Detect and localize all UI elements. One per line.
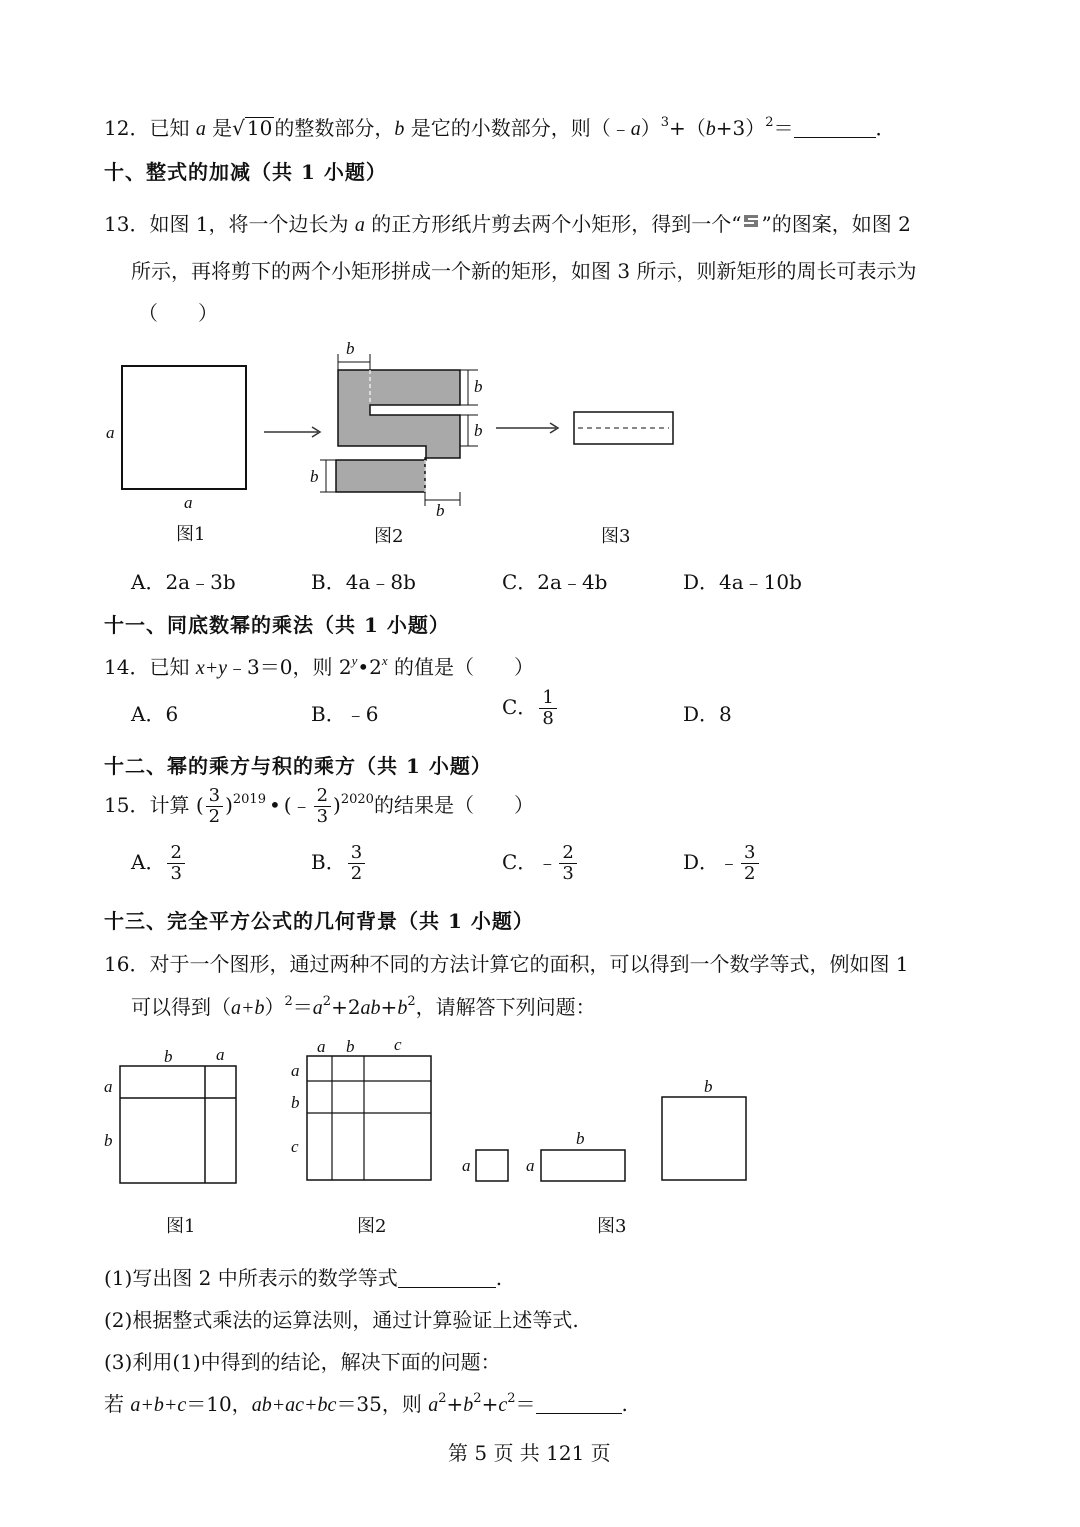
answer-blank[interactable] xyxy=(536,1395,622,1414)
svg-text:c: c xyxy=(394,1036,402,1054)
q13-option-d[interactable]: D．4a﹣10b xyxy=(683,570,802,594)
fraction: $\frac{2}{3}$ xyxy=(559,843,576,884)
question-12: 12．已知 a 是√ 10 的整数部分，b 是它的小数部分，则$(﹣a)^3+(b+3)^2=$ ． xyxy=(104,115,896,140)
q13-figures xyxy=(100,336,700,526)
q16-figures xyxy=(100,1036,760,1196)
question-16-line1: 16．对于一个图形，通过两种不同的方法计算它的面积，可以得到一个数学等式，例如图 1 xyxy=(104,952,909,976)
fig2-s-shape xyxy=(336,370,460,492)
svg-text:b: b xyxy=(576,1129,585,1148)
fig1-label: 图1 xyxy=(176,524,206,545)
section-heading: 十二、幂的乘方与积的乘方（共 1 小题） xyxy=(104,754,492,778)
svg-text:a: a xyxy=(317,1037,326,1056)
sqrt-sign: √ xyxy=(232,116,245,140)
q15-option-a[interactable]: A． $\frac{2}{3}$ xyxy=(131,843,187,884)
section-heading: 十三、完全平方公式的几何背景（共 1 小题） xyxy=(104,909,534,933)
q16-part4: 若 a+b+c＝10，ab+ac+bc＝35，则 $a^2+b^2+c^2=$ . xyxy=(104,1391,628,1416)
q16-part3: (3)利用(1)中得到的结论，解决下面的问题： xyxy=(104,1350,501,1374)
sqrt-radicand: 10 xyxy=(246,116,273,140)
q13-option-b[interactable]: B．4a﹣8b xyxy=(311,570,416,594)
q16-part2: (2)根据整式乘法的运算法则，通过计算验证上述等式. xyxy=(104,1308,579,1332)
svg-text:b: b xyxy=(104,1131,113,1150)
fig2-label: 图2 xyxy=(374,526,404,547)
svg-text:a: a xyxy=(291,1061,300,1080)
fraction: $\frac{2}{3}$ xyxy=(167,843,184,884)
section-heading: 十、整式的加减（共 1 小题） xyxy=(104,160,387,184)
section-heading: 十一、同底数幂的乘法（共 1 小题） xyxy=(104,613,450,637)
q14-option-c[interactable]: C． $\frac{1}{8}$ xyxy=(502,688,559,729)
svg-text:b: b xyxy=(704,1077,713,1096)
q13-option-a[interactable]: A．2a﹣3b xyxy=(131,570,236,594)
q15-option-b[interactable]: B． $\frac{3}{2}$ xyxy=(311,843,367,884)
fig2-b-bottom: b xyxy=(436,501,445,520)
q14-option-d[interactable]: D．8 xyxy=(683,702,732,726)
fig3-label: 图3 xyxy=(601,526,631,547)
q16-fig1 xyxy=(120,1066,236,1183)
fraction: $\frac{2}{3}$ xyxy=(314,786,331,827)
q16-fig3-label: 图3 xyxy=(597,1216,627,1237)
s-shape-icon xyxy=(741,210,761,226)
fig2-b-top: b xyxy=(346,339,355,358)
svg-text:c: c xyxy=(291,1137,299,1156)
svg-text:a: a xyxy=(462,1156,471,1175)
fig2-b-right-2: b xyxy=(474,421,483,440)
fig1-side-bottom: a xyxy=(184,493,193,512)
svg-text:a: a xyxy=(526,1156,535,1175)
q14-option-a[interactable]: A．6 xyxy=(131,702,179,726)
answer-blank[interactable] xyxy=(398,1269,496,1288)
fraction: $\frac{1}{8}$ xyxy=(539,688,556,729)
q16-fig3-small-square xyxy=(476,1150,508,1181)
q16-fig3-rectangle xyxy=(541,1150,625,1181)
q16-fig2-label: 图2 xyxy=(357,1216,387,1237)
question-16-line2: 可以得到$(a+b)^2=a^2+2ab+b^2$，请解答下列问题： xyxy=(131,994,596,1019)
question-13-line1: 13．如图 1，将一个边长为 a 的正方形纸片剪去两个小矩形，得到一个“ ”的图案，如图 2 xyxy=(104,212,911,236)
fraction: $\frac{3}{2}$ xyxy=(348,843,365,884)
svg-text:b: b xyxy=(291,1093,300,1112)
q16-fig2 xyxy=(307,1056,431,1180)
question-15: 15．计算 ( $\frac{3}{2}$ )$^{2019}$ • (﹣ $\frac{2}{3}$ )$^{2020}$的结果是（ ） xyxy=(104,785,534,827)
question-13-line2: 所示，再将剪下的两个小矩形拼成一个新的矩形，如图 3 所示，则新矩形的周长可表示为 xyxy=(131,259,917,283)
q16-fig1-label: 图1 xyxy=(166,1216,196,1237)
q16-part1: (1)写出图 2 中所表示的数学等式 . xyxy=(104,1266,503,1290)
svg-text:a: a xyxy=(216,1045,225,1064)
question-13-line3: （ ） xyxy=(138,301,218,325)
page-footer: 第 5 页 共 121 页 xyxy=(448,1441,611,1465)
fig1-square xyxy=(122,366,246,489)
q14-option-b[interactable]: B．﹣6 xyxy=(311,702,379,726)
svg-text:b: b xyxy=(346,1037,355,1056)
fraction: $\frac{3}{2}$ xyxy=(741,843,758,884)
svg-text:b: b xyxy=(164,1047,173,1066)
q13-option-c[interactable]: C．2a﹣4b xyxy=(502,570,608,594)
answer-blank[interactable] xyxy=(794,119,876,138)
fraction: $\frac{3}{2}$ xyxy=(206,786,223,827)
fig2-b-left: b xyxy=(310,467,319,486)
q15-option-d[interactable]: D．﹣ $\frac{3}{2}$ xyxy=(683,843,761,884)
question-14: 14．已知 x+y﹣3＝0，则 2$^y$•2$^x$ 的值是（ ） xyxy=(104,653,535,679)
fig2-b-right-1: b xyxy=(474,377,483,396)
q16-fig3-large-square xyxy=(662,1097,746,1180)
svg-text:a: a xyxy=(104,1077,113,1096)
fig1-side-left: a xyxy=(106,423,115,442)
q15-option-c[interactable]: C．﹣ $\frac{2}{3}$ xyxy=(502,843,579,884)
